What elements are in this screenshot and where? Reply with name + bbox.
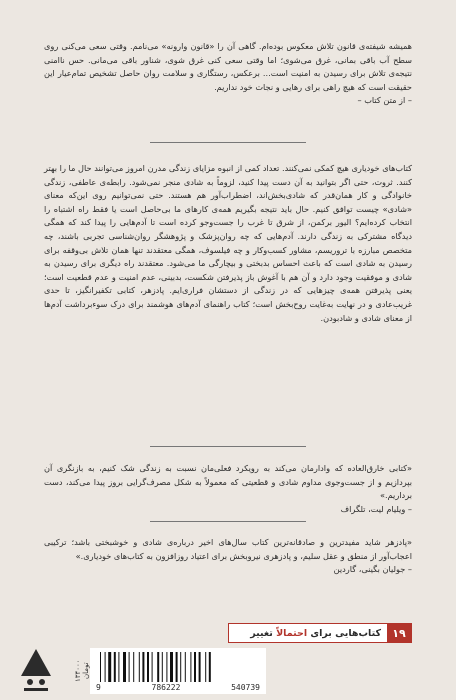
series-banner — [228, 623, 412, 643]
barcode-bars — [98, 652, 258, 682]
barcode-bar — [147, 652, 149, 682]
barcode-bar — [133, 652, 134, 682]
review-guardian-body: «پادزهر شاید مفیدترین و صادقانه‌ترین کتاب سال‌های اخیر درباره‌ی شادی و خوشبختی باشد؛ ترکیبی اعجاب‌آور از منطق و عقل سلیم، و پادزهری نیروبخش برای اعتیاد روزافزون به کتاب‌های خودیاری.» — [44, 537, 412, 561]
barcode-bar — [162, 652, 163, 682]
barcode-bar — [108, 652, 111, 682]
publisher-logo-icon — [16, 646, 56, 694]
barcode-bar — [166, 652, 167, 682]
quote-from-text — [44, 40, 412, 108]
barcode-bar — [185, 652, 186, 682]
price-label: ۱۳۴۰۰۰ تومان — [74, 659, 90, 683]
barcode-bar — [190, 652, 191, 682]
quote-from-text-source: – از متن کتاب – — [357, 95, 412, 106]
barcode-first-digit: 9 — [96, 683, 101, 692]
barcode-bar — [157, 652, 159, 682]
barcode-bar — [129, 652, 130, 682]
barcode-bar — [118, 652, 119, 682]
barcode-bar — [105, 652, 106, 682]
barcode-digits — [96, 683, 260, 692]
review-telegraph-body: «کتابی خارق‌العاده که وادارمان می‌کند به رویکرد فعلی‌مان نسبت به زندگی شک کنیم، به بازنگری آن بپردازیم و از جست‌وجوی مداوم شادی و قطعیتی که معمولاً به شکل مصرف‌گرایی بروز پیدا می‌کند، دست برداریم.» — [44, 463, 412, 501]
divider — [150, 521, 306, 522]
review-telegraph-source: – ویلیام لیت، تلگراف — [340, 503, 412, 514]
barcode-bar — [152, 652, 153, 682]
series-title — [244, 628, 387, 639]
review-telegraph — [44, 462, 412, 516]
book-description-body: کتاب‌های خودیاری هیچ کمکی نمی‌کنند. تعداد کمی از انبوه مزایای زندگی مدرن امروز می‌توانند حال ما را بهتر کنند. ثروت، حتی اگر بتوانید به آن دست پیدا کنید، لزوماً به شادی منجر نمی‌شود. رابطه‌ی عاطفی، زندگی خانوادگی و کار همان‌قدر که شادی‌بخش‌اند، اضطراب‌آور هم هستند. حتی نمی‌توانیم روی این‌که معنای «شادی» چیست توافق کنیم. حال باید نتیجه بگیریم همه‌ی کارهای ما بی‌حاصل است یا فقط راه اشتباه را انتخاب کرده‌ایم؟ الیور برکمن، از شرق تا غرب را جست‌وجو کرده است تا آدم‌هایی را پیدا کند که همگی دیدگاه مشترکی به زندگی دارند. آدم‌هایی که چه روان‌پزشک و پژوهشگر روان‌شناسی تجربی باشند، چه متخصص مبارزه با تروریسم، مشاور کسب‌وکار و چه فیلسوف، همگی معتقدند تنها همان تلاش بی‌وقفه برای رسیدن به شادی است که باعث احساس بدبختی و بیچارگی ما می‌شود. معتقدند راه دیگری برای رسیدن به شادی و موفقیت وجود دارد و آن هم با آغوش باز پذیرفتن شکست، بدبینی، عدم امنیت و عدم قطعیت است؛ یعنی پذیرفتن همه‌ی چیزهایی که در زندگی از دستشان فراری‌ایم. پادزهر، کتابی تکفیرانگیز، تا حدی غریب‌عادی و در نهایت به‌غایت روح‌بخش است؛ کتاب راهنمای آدم‌های هوشمند برای درک سوءبرداشت آدم‌ها از معنای شادی و شادبودن. — [44, 163, 412, 323]
barcode-bar — [176, 652, 178, 682]
barcode-bar — [209, 652, 211, 682]
quote-from-text-body: همیشه شیفته‌ی قانون تلاش معکوس بوده‌ام. گاهی آن را «قانون وارونه» می‌نامم. وقتی سعی می‌کنی روی سطح آب باقی بمانی، غرق می‌شوی؛ اما وقتی سعی کنی غرق شوی، شناور باقی می‌مانی. حس ناامنی نتیجه‌ی تلاش برای رسیدن به امنیت است... برعکس، رستگاری و سلامت روان حاصل تشخیص تمام‌عیار این حقیقت است که هیچ راهی برای رهایی و نجات خود نداریم. — [44, 41, 412, 92]
barcode-group-1: 786222 — [151, 683, 181, 692]
review-guardian-source: – جولیان بگینی، گاردین — [333, 564, 412, 575]
barcode-bar — [205, 652, 206, 682]
book-description — [44, 162, 412, 325]
isbn-barcode — [74, 648, 266, 694]
series-title-accent: احتمالاً — [276, 627, 308, 639]
barcode-bar — [100, 652, 101, 682]
series-title-prefix: کتاب‌هایی برای — [307, 627, 381, 639]
divider — [150, 142, 306, 143]
barcode-group-2: 540739 — [231, 683, 260, 692]
barcode-bar — [194, 652, 196, 682]
barcode-bar — [180, 652, 181, 682]
barcode-bar — [139, 652, 140, 682]
divider — [150, 446, 306, 447]
review-guardian — [44, 536, 412, 577]
barcode-bar — [114, 652, 116, 682]
barcode-bar — [123, 652, 126, 682]
barcode-bar — [142, 652, 144, 682]
series-title-suffix: تغییر — [250, 627, 277, 639]
barcode-bar — [170, 652, 173, 682]
series-number: ۱۹ — [387, 624, 411, 642]
barcode-bar — [199, 652, 201, 682]
